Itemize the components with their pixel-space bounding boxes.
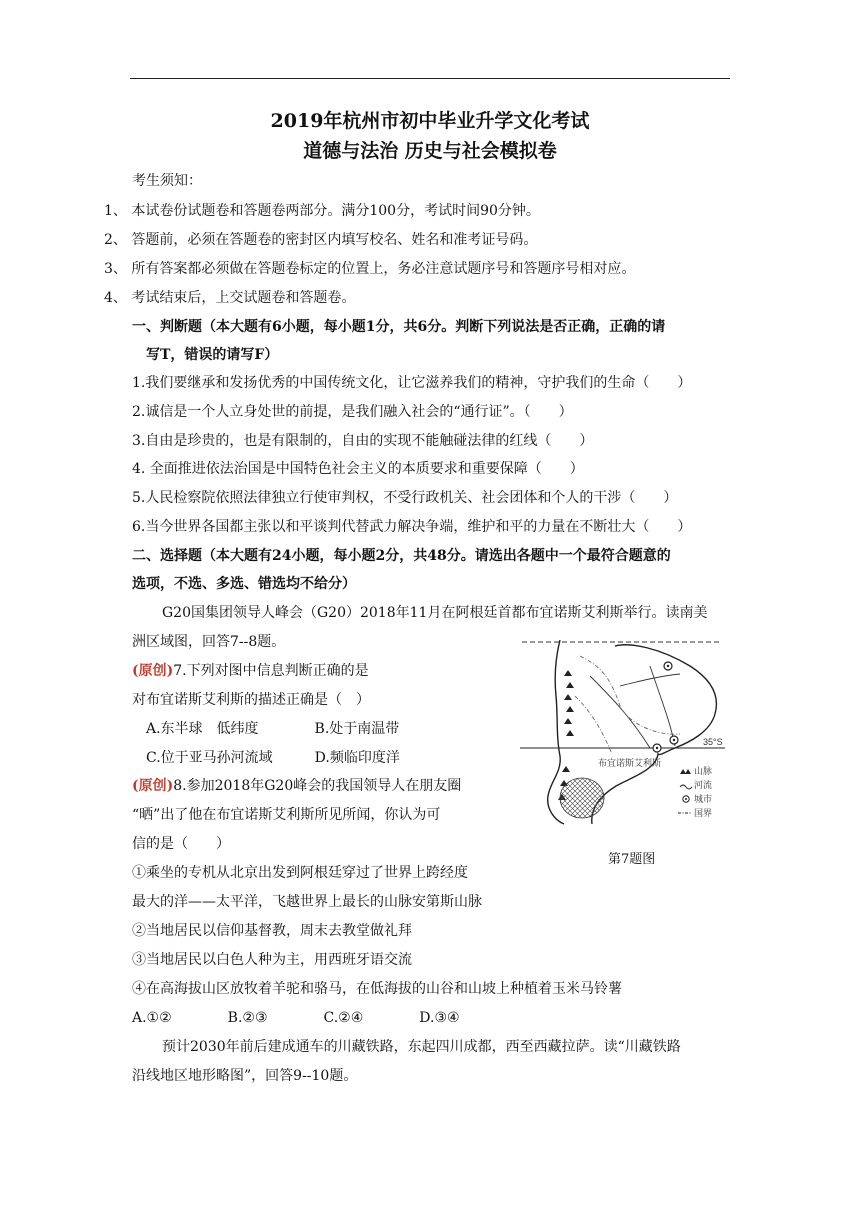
legend-mountain-icon (680, 769, 691, 774)
judge-item-4: 4. 全面推进依法治国是中国特色社会主义的本质要求和重要保障（ ） (132, 461, 584, 477)
notice-item-4: 4、 考试结束后，上交试题卷和答题卷。 (104, 290, 356, 306)
judge-item-1: 1.我们要继承和发扬优秀的中国传统文化，让它滋养我们的精神，守护我们的生命（ ） (132, 375, 692, 391)
exam-subtitle: 道德与法治 历史与社会模拟卷 (303, 140, 557, 162)
notice-heading: 考生须知： (132, 173, 202, 189)
notice-item-2: 2、 答题前，必须在答题卷的密封区内填写校名、姓名和准考证号码。 (104, 232, 538, 248)
buenos-aires-label: 布宜诺斯艾利斯 (598, 759, 662, 769)
q7-stem: 7.下列对图中信息判断正确的是 (173, 663, 369, 679)
notice-item-3: 3、 所有答案都必须做在答题卷标定的位置上，务必注意试题序号和答题序号相对应。 (104, 261, 636, 277)
judge-item-6: 6.当今世界各国都主张以和平谈判代替武力解决争端，维护和平的力量在不断壮大（ ） (132, 519, 692, 535)
g20-intro: G20国集团领导人峰会（G20）2018年11月在阿根廷首都布宜诺斯艾利斯举行。读南美 (162, 605, 708, 621)
railway-intro: 预计2030年前后建成通车的川藏铁路，东起四川成都，西至西藏拉萨。读“川藏铁路 (162, 1039, 681, 1055)
river-tributary (620, 674, 680, 686)
q8-stem: 8.参加2018年G20峰会的我国领导人在朋友圈 (173, 778, 462, 794)
exam-title: 2019年杭州市初中毕业升学文化考试 (270, 110, 590, 132)
judge-item-2: 2.诚信是一个人立身处世的前提，是我们融入社会的“通行证”。（ ） (132, 404, 573, 420)
section1-heading: 一、判断题（本大题有6小题，每小题1分，共6分。判断下列说法是否正确，正确的请 (132, 319, 666, 335)
q8-statement-4: ④在高海拔山区放牧着羊驼和骆马，在低海拔的山谷和山坡上种植着玉米马铃薯 (132, 981, 622, 997)
q8-options: A.①② B.②③ C.②④ D.③④ (132, 1010, 460, 1026)
q8-original-tag: (原创) (132, 778, 174, 794)
q8-statement-1: ①乘坐的专机从北京出发到阿根廷穿过了世界上跨经度 (132, 865, 468, 881)
section1-heading-cont: 写T，错误的请写F） (146, 347, 279, 363)
q7-options-row1: A.东半球 低纬度 B.处于南温带 (146, 721, 400, 737)
q7-original-tag: (原创) (132, 663, 174, 679)
q7-options-row2: C.位于亚马孙河流域 D.频临印度洋 (146, 750, 400, 766)
south-america-map (520, 636, 730, 826)
q8-statement-1-cont: 最大的洋——太平洋，飞越世界上最长的山脉安第斯山脉 (132, 894, 482, 910)
q7-line (132, 662, 369, 680)
judge-item-5: 5.人民检察院依照法律独立行使审判权，不受行政机关、社会团体和个人的干涉（ ） (132, 490, 678, 506)
judge-item-3: 3.自由是珍贵的，也是有限制的，自由的实现不能触碰法律的红线（ ） (132, 433, 594, 449)
legend-border: 国界 (694, 809, 713, 819)
section2-heading-cont: 选项，不选、多选、错选均不给分） (132, 576, 356, 592)
q8-line-1: “晒”出了他在布宜诺斯艾利斯所见所闻，你认为可 (132, 807, 441, 823)
legend-river-icon (680, 785, 692, 789)
river-main (590, 676, 650, 748)
top-rule (130, 78, 730, 79)
g20-intro-cont: 洲区域图，回答7--8题。 (132, 634, 286, 650)
q8-line (132, 777, 461, 795)
legend-river: 河流 (694, 781, 713, 791)
q8-statement-2: ②当地居民以信仰基督教，周末去教堂做礼拜 (132, 923, 412, 939)
q8-statement-3: ③当地居民以白色人种为主，用西班牙语交流 (132, 952, 412, 968)
q8-line-2: 信的是（ ） (132, 836, 230, 852)
border-line-2 (575, 696, 612, 754)
legend-city: 城市 (694, 795, 713, 805)
lat-label: 35°S (703, 737, 723, 747)
map-caption: 第7题图 (608, 852, 656, 867)
map-legend (678, 765, 712, 819)
section2-heading: 二、选择题（本大题有24小题，每小题2分，共48分。请选出各题中一个最符合题意的 (132, 548, 671, 564)
hatched-region (560, 778, 604, 818)
q7-stem-2: 对布宜诺斯艾利斯的描述正确是（ ） (132, 692, 370, 708)
notice-item-1: 1、 本试卷份试题卷和答题卷两部分。满分100分，考试时间90分钟。 (104, 203, 540, 219)
legend-mountain: 山脉 (694, 767, 713, 777)
railway-intro-cont: 沿线地区地形略图”，回答9--10题。 (132, 1068, 358, 1084)
